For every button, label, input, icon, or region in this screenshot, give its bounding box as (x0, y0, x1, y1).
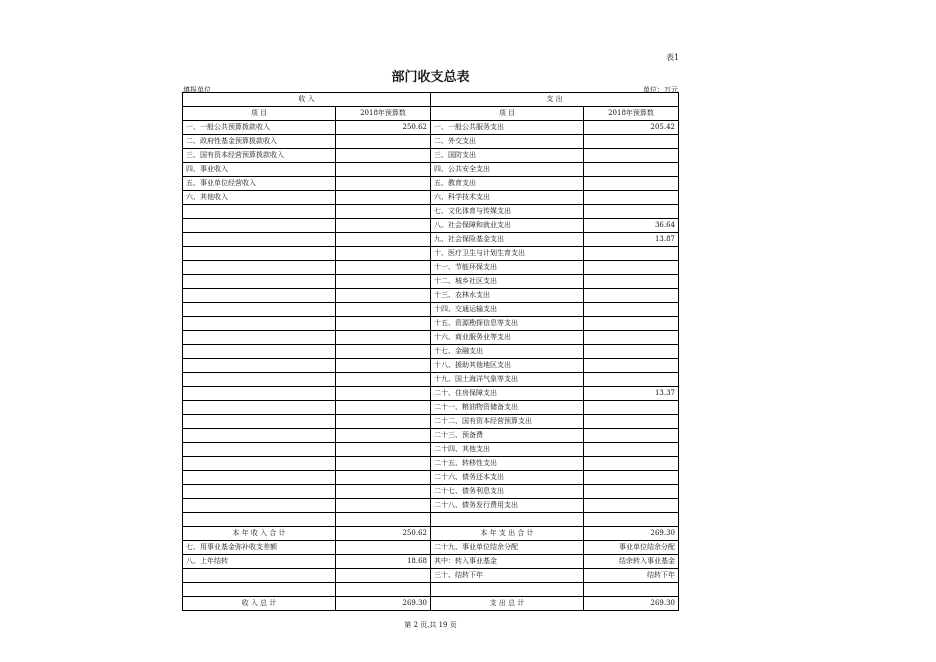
income-item-cell (183, 415, 336, 429)
expense-grand-total-value: 269.30 (584, 597, 679, 611)
income-item-cell (183, 345, 336, 359)
expense-value-cell (584, 191, 679, 205)
expense-item-cell: 七、文化体育与传媒支出 (431, 205, 584, 219)
income-value-cell: 250.62 (336, 121, 431, 135)
income-item-cell (183, 387, 336, 401)
income-value-cell (336, 163, 431, 177)
income-value-cell (336, 415, 431, 429)
expense-item-cell: 三、国防支出 (431, 149, 584, 163)
table-row (183, 387, 679, 401)
expense-value-cell (584, 275, 679, 289)
unit-label: 单位：万元 (643, 86, 678, 94)
header-row-main (183, 93, 679, 107)
totals-row (183, 527, 679, 541)
table-row (183, 289, 679, 303)
income-value-cell (336, 513, 431, 527)
table-row (183, 513, 679, 527)
expense-item-cell: 二十九、事业单位结余分配 (431, 541, 584, 555)
income-item-cell (183, 261, 336, 275)
expense-item-cell (431, 583, 584, 597)
expense-total-label: 本 年 支 出 合 计 (431, 527, 584, 541)
expense-grand-total-label: 支 出 总 计 (431, 597, 584, 611)
income-value-cell (336, 261, 431, 275)
income-item-cell (183, 275, 336, 289)
income-item-cell (183, 443, 336, 457)
expense-value-cell (584, 583, 679, 597)
expense-item-cell: 十五、资源勘探信息等支出 (431, 317, 584, 331)
income-item-cell (183, 303, 336, 317)
table-row (183, 443, 679, 457)
expense-budget-header: 2018年预算数 (584, 107, 679, 121)
table-row (183, 555, 679, 569)
income-value-cell (336, 135, 431, 149)
income-item-header: 项 目 (183, 107, 336, 121)
table-row (183, 275, 679, 289)
table-row (183, 499, 679, 513)
expense-item-cell: 二十三、预备费 (431, 429, 584, 443)
income-value-cell (336, 275, 431, 289)
table-row (183, 485, 679, 499)
table-row (183, 345, 679, 359)
expense-value-cell (584, 331, 679, 345)
income-header: 收 入 (183, 93, 431, 107)
income-item-cell (183, 289, 336, 303)
expense-value-cell (584, 317, 679, 331)
fill-unit-label: 填报单位 (183, 86, 211, 94)
expense-item-cell: 十三、农林水支出 (431, 289, 584, 303)
income-value-cell (336, 499, 431, 513)
income-value-cell (336, 359, 431, 373)
income-value-cell (336, 569, 431, 583)
expense-item-cell: 十九、国土海洋气象等支出 (431, 373, 584, 387)
income-item-cell (183, 583, 336, 597)
table-row (183, 583, 679, 597)
budget-table (182, 92, 679, 611)
grand-totals-row (183, 597, 679, 611)
table-row (183, 261, 679, 275)
income-item-cell: 三、国有资本经营预算拨款收入 (183, 149, 336, 163)
income-grand-total-label: 收 入 总 计 (183, 597, 336, 611)
expense-item-cell: 十、医疗卫生与计划生育支出 (431, 247, 584, 261)
income-value-cell (336, 191, 431, 205)
income-value-cell (336, 373, 431, 387)
expense-item-cell: 二、外交支出 (431, 135, 584, 149)
table-row (183, 205, 679, 219)
income-value-cell (336, 149, 431, 163)
expense-item-cell: 二十、住房保障支出 (431, 387, 584, 401)
expense-item-cell: 十一、节能环保支出 (431, 261, 584, 275)
table-row (183, 415, 679, 429)
expense-item-header: 项 目 (431, 107, 584, 121)
table-row (183, 247, 679, 261)
income-value-cell (336, 541, 431, 555)
income-item-cell (183, 219, 336, 233)
expense-value-cell (584, 499, 679, 513)
expense-item-cell: 十六、商业服务业等支出 (431, 331, 584, 345)
expense-value-cell (584, 205, 679, 219)
income-item-cell: 二、政府性基金预算拨款收入 (183, 135, 336, 149)
expense-value-cell: 结余转入事业基金 (584, 555, 679, 569)
income-item-cell (183, 233, 336, 247)
expense-value-cell (584, 457, 679, 471)
table-row (183, 541, 679, 555)
income-item-cell (183, 373, 336, 387)
expense-value-cell (584, 261, 679, 275)
income-value-cell (336, 289, 431, 303)
income-value-cell (336, 583, 431, 597)
income-item-cell: 六、其他收入 (183, 191, 336, 205)
expense-value-cell (584, 485, 679, 499)
income-item-cell (183, 359, 336, 373)
expense-item-cell: 十四、交通运输支出 (431, 303, 584, 317)
expense-item-cell: 十八、援助其他地区支出 (431, 359, 584, 373)
expense-value-cell (584, 373, 679, 387)
expense-value-cell (584, 359, 679, 373)
expense-item-cell: 二十四、其他支出 (431, 443, 584, 457)
expense-item-cell: 二十一、粮油物资储备支出 (431, 401, 584, 415)
income-item-cell: 五、事业单位经营收入 (183, 177, 336, 191)
income-value-cell: 18.68 (336, 555, 431, 569)
expense-item-cell: 五、教育支出 (431, 177, 584, 191)
income-value-cell (336, 429, 431, 443)
table-row (183, 359, 679, 373)
income-value-cell (336, 317, 431, 331)
table-row (183, 471, 679, 485)
expense-item-cell: 十二、城乡社区支出 (431, 275, 584, 289)
expense-value-cell (584, 247, 679, 261)
table-row (183, 177, 679, 191)
income-item-cell (183, 513, 336, 527)
table-row (183, 457, 679, 471)
income-value-cell (336, 485, 431, 499)
expense-value-cell: 36.64 (584, 219, 679, 233)
table-number: 表1 (666, 53, 680, 62)
expense-value-cell: 13.37 (584, 387, 679, 401)
income-value-cell (336, 247, 431, 261)
expense-item-cell: 九、社会保险基金支出 (431, 233, 584, 247)
table-row (183, 429, 679, 443)
page-title: 部门收支总表 (391, 70, 470, 85)
table-row (183, 135, 679, 149)
expense-item-cell: 三十、结转下年 (431, 569, 584, 583)
expense-item-cell: 二十八、债务发行费用支出 (431, 499, 584, 513)
table-row (183, 569, 679, 583)
income-item-cell: 四、事业收入 (183, 163, 336, 177)
expense-value-cell (584, 177, 679, 191)
expense-value-cell (584, 149, 679, 163)
expense-item-cell: 二十二、国有资本经营预算支出 (431, 415, 584, 429)
expense-value-cell (584, 443, 679, 457)
income-value-cell (336, 331, 431, 345)
table-row (183, 401, 679, 415)
income-value-cell (336, 471, 431, 485)
expense-value-cell (584, 471, 679, 485)
expense-item-cell: 二十七、债务利息支出 (431, 485, 584, 499)
income-total-label: 本 年 收 入 合 计 (183, 527, 336, 541)
table-row (183, 191, 679, 205)
page-footer: 第 2 页,共 19 页 (404, 621, 457, 629)
income-item-cell (183, 457, 336, 471)
income-value-cell (336, 219, 431, 233)
income-item-cell (183, 331, 336, 345)
expense-value-cell: 13.87 (584, 233, 679, 247)
expense-item-cell: 二十五、转移性支出 (431, 457, 584, 471)
income-value-cell (336, 177, 431, 191)
income-item-cell: 七、用事业基金弥补收支差额 (183, 541, 336, 555)
expense-value-cell (584, 513, 679, 527)
expense-item-cell: 六、科学技术支出 (431, 191, 584, 205)
expense-item-cell: 其中：转入事业基金 (431, 555, 584, 569)
income-value-cell (336, 205, 431, 219)
expense-value-cell (584, 163, 679, 177)
expense-value-cell (584, 415, 679, 429)
income-value-cell (336, 401, 431, 415)
expense-header: 支 出 (431, 93, 679, 107)
expense-value-cell (584, 135, 679, 149)
expense-value-cell: 事业单位结余分配 (584, 541, 679, 555)
expense-item-cell: 一、一般公共服务支出 (431, 121, 584, 135)
income-item-cell (183, 247, 336, 261)
expense-item-cell: 八、社会保障和就业支出 (431, 219, 584, 233)
income-item-cell (183, 429, 336, 443)
table-row (183, 331, 679, 345)
income-total-value: 250.62 (336, 527, 431, 541)
expense-value-cell: 205.42 (584, 121, 679, 135)
expense-item-cell: 四、公共安全支出 (431, 163, 584, 177)
income-item-cell (183, 569, 336, 583)
income-item-cell (183, 485, 336, 499)
income-item-cell: 八、上年结转 (183, 555, 336, 569)
income-value-cell (336, 233, 431, 247)
income-value-cell (336, 345, 431, 359)
income-value-cell (336, 303, 431, 317)
income-item-cell: 一、一般公共预算拨款收入 (183, 121, 336, 135)
expense-value-cell (584, 429, 679, 443)
expense-value-cell (584, 345, 679, 359)
expense-item-cell (431, 513, 584, 527)
expense-item-cell: 二十六、债务还本支出 (431, 471, 584, 485)
income-grand-total-value: 269.30 (336, 597, 431, 611)
income-item-cell (183, 471, 336, 485)
table-row (183, 149, 679, 163)
income-item-cell (183, 205, 336, 219)
income-budget-header: 2018年预算数 (336, 107, 431, 121)
income-value-cell (336, 387, 431, 401)
table-row (183, 121, 679, 135)
income-value-cell (336, 457, 431, 471)
expense-value-cell (584, 401, 679, 415)
expense-value-cell (584, 303, 679, 317)
table-row (183, 219, 679, 233)
income-item-cell (183, 499, 336, 513)
table-row (183, 317, 679, 331)
expense-value-cell (584, 289, 679, 303)
expense-item-cell: 十七、金融支出 (431, 345, 584, 359)
expense-value-cell: 结转下年 (584, 569, 679, 583)
header-row-sub (183, 107, 679, 121)
table-row (183, 373, 679, 387)
income-item-cell (183, 401, 336, 415)
table-row (183, 303, 679, 317)
expense-total-value: 269.30 (584, 527, 679, 541)
income-value-cell (336, 443, 431, 457)
table-row (183, 233, 679, 247)
income-item-cell (183, 317, 336, 331)
table-row (183, 163, 679, 177)
